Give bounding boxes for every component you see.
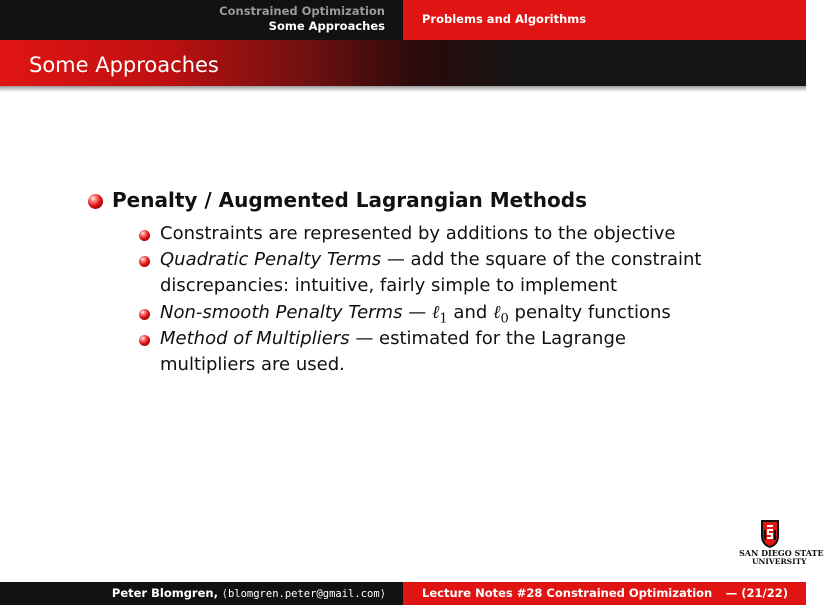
- sub-item-constraints: [160, 223, 676, 244]
- footer-author-bar: [0, 582, 403, 605]
- sub-item-dash: —: [402, 302, 432, 323]
- ell-subscript: 0: [500, 311, 509, 327]
- ball-bullet-icon: [139, 230, 150, 241]
- frame-title-bar: [0, 40, 806, 86]
- title-shadow: [0, 86, 806, 92]
- frame-title: Some Approaches: [29, 53, 219, 77]
- sub-item-text: multipliers are used.: [160, 354, 345, 375]
- author-email: ⟨blomgren.peter@gmail.com⟩: [221, 588, 386, 600]
- footer-author: [112, 586, 386, 600]
- main-item: Penalty / Augmented Lagrangian Methods: [112, 188, 587, 212]
- sub-item-quadratic: [160, 249, 701, 270]
- ell-symbol: [431, 302, 448, 327]
- sub-item-multipliers-cont: [160, 354, 345, 375]
- ball-bullet-icon: [139, 335, 150, 346]
- header-subsection-link[interactable]: Some Approaches: [268, 19, 385, 33]
- ell-subscript: 1: [439, 311, 448, 327]
- author-name: Peter Blomgren,: [111, 586, 218, 600]
- sub-item-text: — add the square of the constraint: [381, 249, 702, 270]
- sub-item-and: and: [447, 302, 494, 323]
- sub-item-text: discrepancies: intuitive, fairly simple to implement: [160, 275, 618, 296]
- sub-item-text: penalty functions: [508, 302, 671, 323]
- sub-item-emphasis: Non-smooth Penalty Terms: [160, 302, 403, 323]
- ball-bullet-icon: [139, 309, 150, 320]
- header-part-link[interactable]: Problems and Algorithms: [422, 12, 587, 26]
- logo-text-line2: UNIVERSITY: [752, 557, 807, 566]
- logo-text-line1: SAN DIEGO STATE: [739, 548, 824, 558]
- sub-item-emphasis: Method of Multipliers: [160, 328, 350, 349]
- header-section-nav: [0, 0, 403, 40]
- ball-bullet-icon: [139, 256, 150, 267]
- sub-item-nonsmooth: [160, 302, 671, 327]
- sub-item-multipliers: [160, 328, 626, 349]
- footer-lecture-bar: [403, 582, 806, 605]
- sdsu-logo-icon: [737, 518, 803, 576]
- footer-lecture-title: Lecture Notes #28 Constrained Optimization: [422, 586, 713, 600]
- ell-glyph: ℓ: [431, 302, 440, 323]
- sub-item-text: — estimated for the Lagrange: [349, 328, 626, 349]
- sub-item-text: Constraints are represented by additions to the objective: [160, 223, 676, 244]
- ell-glyph: ℓ: [493, 302, 501, 323]
- ball-bullet-icon: [88, 194, 103, 209]
- ell-symbol: [493, 302, 509, 327]
- header-section-link[interactable]: Constrained Optimization: [219, 4, 385, 18]
- sub-item-quadratic-cont: [160, 275, 617, 296]
- sub-item-emphasis: Quadratic Penalty Terms: [160, 249, 382, 270]
- footer-page-number: — (21/22): [725, 586, 788, 600]
- header-part-title: [403, 0, 806, 40]
